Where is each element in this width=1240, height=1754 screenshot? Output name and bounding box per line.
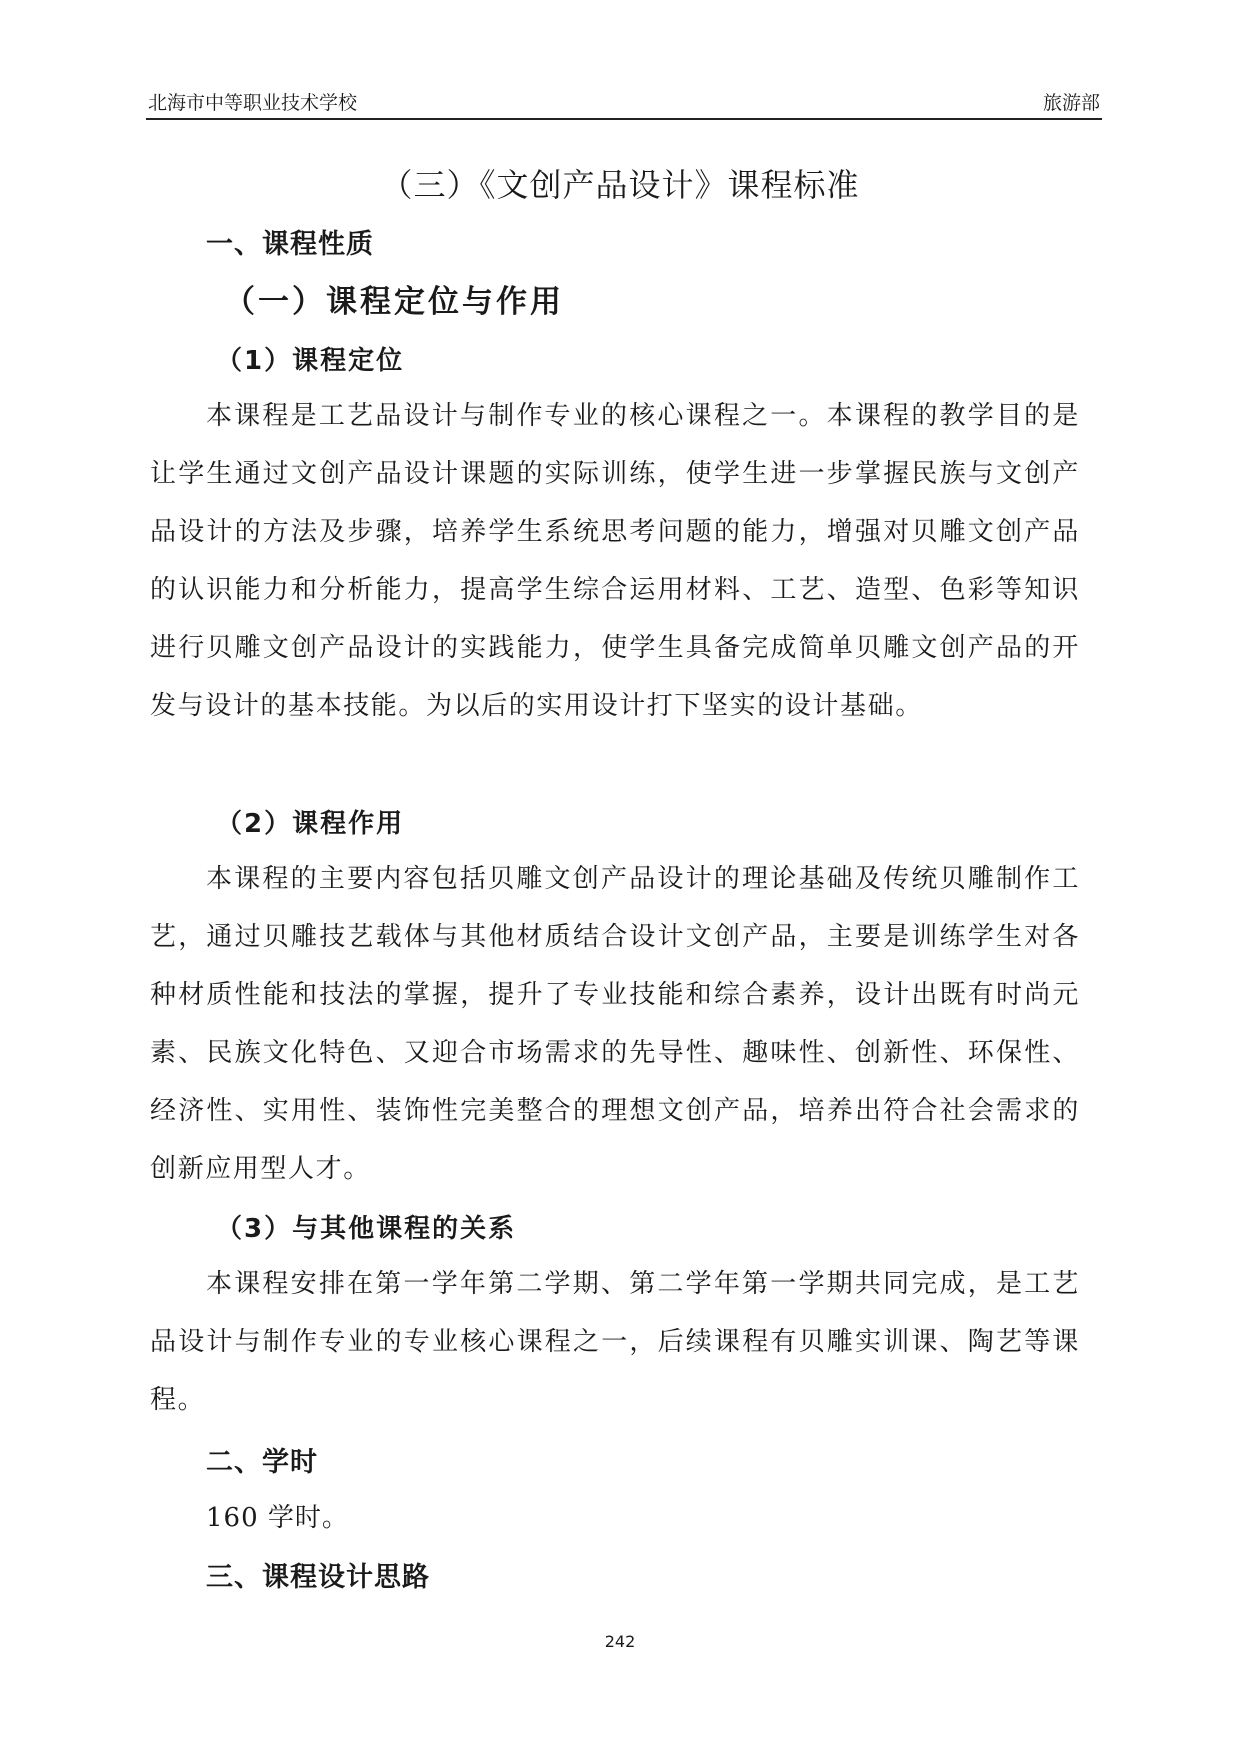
section-heading-course-nature: 一、课程性质 bbox=[206, 229, 374, 260]
section-heading-hours: 二、学时 bbox=[206, 1447, 318, 1478]
header-school-name: 北海市中等职业技术学校 bbox=[148, 92, 358, 114]
paragraph-role: 本课程的主要内容包括贝雕文创产品设计的理论基础及传统贝雕制作工艺，通过贝雕技艺载体与其他材质结合设计文创产品，主要是训练学生对各种材质性能和技法的掌握，提升了专业技能和综合素养，设计出既有时尚元素、民族文化特色、又迎合市场需求的先导性、趣味性、创新性、环保性、经济性、实用性、装饰性完美整合的理想文创产品，培养出符合社会需求的创新应用型人才。 bbox=[150, 864, 1080, 1184]
page-number: 242 bbox=[604, 1632, 636, 1651]
part-heading-relations: （3）与其他课程的关系 bbox=[216, 1214, 517, 1244]
document-title: （三）《文创产品设计》课程标准 bbox=[380, 166, 860, 204]
header-department: 旅游部 bbox=[1042, 92, 1100, 114]
hours-text: 160 学时。 bbox=[206, 1503, 349, 1533]
paragraph-relations: 本课程安排在第一学年第二学期、第二学年第一学期共同完成，是工艺品设计与制作专业的专业核心课程之一，后续课程有贝雕实训课、陶艺等课程。 bbox=[150, 1269, 1080, 1415]
part-heading-role: （2）课程作用 bbox=[216, 809, 405, 839]
section-heading-design-ideas: 三、课程设计思路 bbox=[206, 1562, 430, 1593]
subsection-heading-positioning-role: （一）课程定位与作用 bbox=[224, 284, 564, 320]
page-header bbox=[146, 84, 1102, 120]
part-heading-positioning: （1）课程定位 bbox=[216, 346, 405, 376]
paragraph-positioning: 本课程是工艺品设计与制作专业的核心课程之一。本课程的教学目的是让学生通过文创产品设计课题的实际训练，使学生进一步掌握民族与文创产品设计的方法及步骤，培养学生系统思考问题的能力，增强对贝雕文创产品的认识能力和分析能力，提高学生综合运用材料、工艺、造型、色彩等知识进行贝雕文创产品设计的实践能力，使学生具备完成简单贝雕文创产品的开发与设计的基本技能。为以后的实用设计打下坚实的设计基础。 bbox=[150, 401, 1080, 721]
